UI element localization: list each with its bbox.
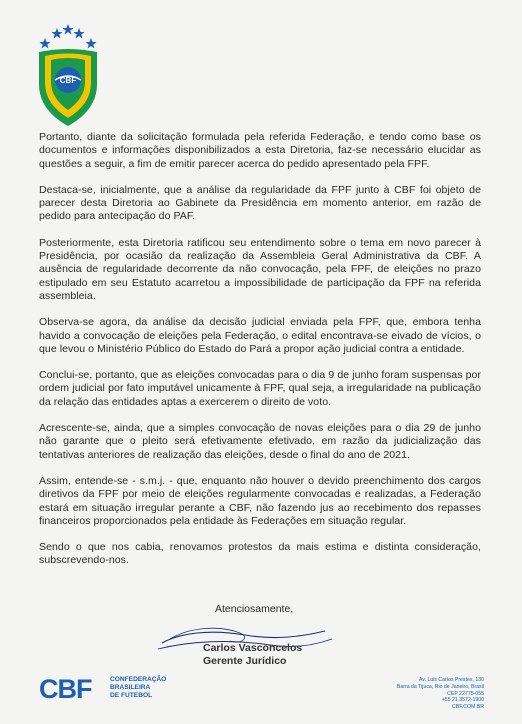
paragraph: Posteriormente, esta Diretoria ratificou seu entendimento sobre o tema em novo parecer à Presidência, por ocasião da realização da Assembleia Geral Administrativa da CBF. A ausência de regularidade decorrente da não convocação, pela FPF, de eleições no prazo estipulado em seu Estatuto acarretou a impossibilidade de participação da FPF na referida assembleia. [39, 236, 481, 302]
org-line: DE FUTEBOL [110, 692, 153, 700]
paragraph: Conclui-se, portanto, que as eleições convocadas para o dia 9 de junho foram suspensas por ordem judicial por fato imputável unicamente à FPF, qual seja, a irregularidade na publicação da relação das entidades aptas a exercerem o direito de voto. [39, 369, 481, 408]
website-link[interactable]: CBF.COM.BR [452, 704, 484, 711]
footer-cbf-logo: CBF [39, 674, 92, 704]
footer-address [397, 677, 484, 711]
footer-organization-name [110, 676, 166, 701]
org-line: CONFEDERAÇÃO [110, 676, 167, 683]
closing-salutation: Atenciosamente, [215, 603, 294, 615]
signatory-title: Gerente Jurídico [203, 655, 287, 667]
signatory-block [203, 642, 302, 668]
paragraph: Sendo o que nos cabia, renovamos protestos da mais estima e distinta consideração, subscrevendo-nos. [39, 541, 481, 567]
org-line: BRASILEIRA [110, 684, 151, 692]
address-line: Barra da Tijuca, Rio de Janeiro, Brasil [396, 683, 484, 690]
paragraph: Destaca-se, inicialmente, que a análise da regularidade da FPF junto à CBF foi objeto de parecer desta Diretoria ao Gabinete da Presidência em momento anterior, em razão de pedido para antecipação do PAF. [39, 183, 481, 223]
letter-body [39, 131, 481, 581]
signatory-name: Carlos Vasconcelos [203, 642, 303, 654]
address-line: Av. Luis Carlos Prestes, 130 [419, 677, 484, 683]
phone-line: +55 21 3572-1900 [441, 697, 484, 704]
cbf-crest-logo [31, 22, 105, 130]
paragraph: Assim, entende-se - s.m.j. - que, enquanto não houver o devido preenchimento dos cargos diretivos da FPF por meio de eleições regularmente convocadas e realizadas, a Federação estará em situação irregular perante a CBF, não fazendo jus ao recebimento dos repasses financeiros proporcionados pela entidade às Federações em situação regular. [39, 474, 481, 527]
paragraph: Portanto, diante da solicitação formulada pela referida Federação, e tendo como base os documentos e informações disponibilizados a esta Diretoria, faz-se necessário elucidar as questões a seguir, a fim de emitir parecer acerca do pedido apresentado pela FPF. [39, 131, 481, 170]
stars-icon [40, 24, 97, 49]
paragraph: Acrescente-se, ainda, que a simples convocação de novas eleições para o dia 29 de junho não garante que o pleito será efetivamente efetivado, em razão da judicialização das tentativas anteriores de realização das eleições, desde o final do ano de 2021. [39, 422, 481, 461]
address-line: CEP 22775-055 [447, 690, 484, 697]
paragraph: Observa-se agora, da análise da decisão judicial enviada pela FPF, que, embora tenha havido a convocação de eleições pela Federação, o edital encontrava-se eivado de vícios, o que levou o Ministério Público do Estado do Pará a propor ação judicial contra a entidade. [39, 316, 481, 355]
crest-cbf-text: CBF [59, 76, 77, 85]
